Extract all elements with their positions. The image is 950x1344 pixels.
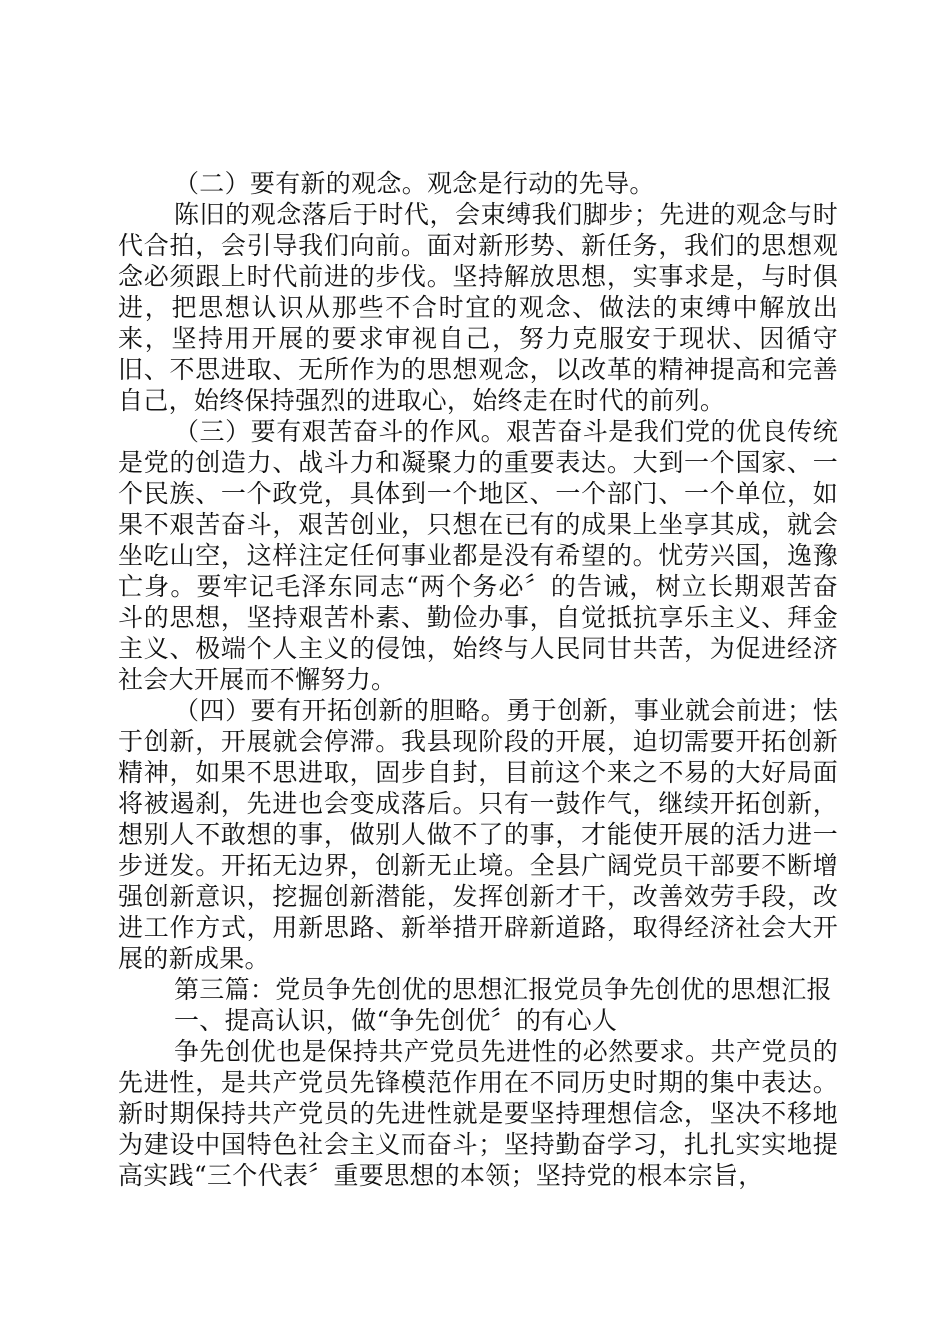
paragraph-advancement: 争先创优也是保持共产党员先进性的必然要求。共产党员的先进性，是共产党员先锋模范作用在不同历史时期的集中表达。新时期保持共产党员的先进性就是要坚持理想信念，坚决不移地为建设中国特色社会主义而奋斗；坚持勤奋学习，扎扎实实地提高实践“三个代表〞重要思想的本领；坚持党的根本宗旨， bbox=[118, 1037, 838, 1190]
paragraph-section-two-heading: （二）要有新的观念。观念是行动的先导。 bbox=[174, 169, 655, 198]
paragraph-heading-one: 一、提高认识，做“争先创优〞的有心人 bbox=[174, 1006, 618, 1035]
document-body bbox=[118, 168, 838, 1191]
paragraph-new-concepts: 陈旧的观念落后于时代，会束缚我们脚步；先进的观念与时代合拍，会引导我们向前。面对新形势、新任务，我们的思想观念必须跟上时代前进的步伐。坚持解放思想，实事求是，与时俱进，把思想认识从那些不合时宜的观念、做法的束缚中解放出来，坚持用开展的要求审视自己，努力克服安于现状、因循守旧、不思进取、无所作为的思想观念，以改革的精神提高和完善自己，始终保持强烈的进取心，始终走在时代的前列。 bbox=[118, 200, 838, 415]
paragraph-section-four: （四）要有开拓创新的胆略。勇于创新，事业就会前进；怯于创新，开展就会停滞。我县现阶段的开展，迫切需要开拓创新精神，如果不思进取，固步自封，目前这个来之不易的大好局面将被遏刹，先进也会变成落后。只有一鼓作气，继续开拓创新，想别人不敢想的事，做别人做不了的事，才能使开展的活力进一步迸发。开拓无边界，创新无止境。全县广阔党员干部要不断增强创新意识，挖掘创新潜能，发挥创新才干，改善效劳手段，改进工作方式，用新思路、新举措开辟新道路，取得经济社会大开展的新成果。 bbox=[118, 696, 838, 973]
paragraph-section-three: （三）要有艰苦奋斗的作风。艰苦奋斗是我们党的优良传统是党的创造力、战斗力和凝聚力的重要表达。大到一个国家、一个民族、一个政党，具体到一个地区、一个部门、一个单位，如果不艰苦奋斗，艰苦创业，只想在已有的成果上坐享其成，就会坐吃山空，这样注定任何事业都是没有希望的。忧劳兴国，逸豫亡身。要牢记毛泽东同志“两个务必〞的告诫，树立长期艰苦奋斗的思想，坚持艰苦朴素、勤俭办事，自觉抵抗享乐主义、拜金主义、极端个人主义的侵蚀，始终与人民同甘共苦，为促进经济社会大开展而不懈努力。 bbox=[118, 417, 838, 694]
paragraph-chapter-three-title: 第三篇：党员争先创优的思想汇报党员争先创优的思想汇报 bbox=[174, 975, 832, 1004]
